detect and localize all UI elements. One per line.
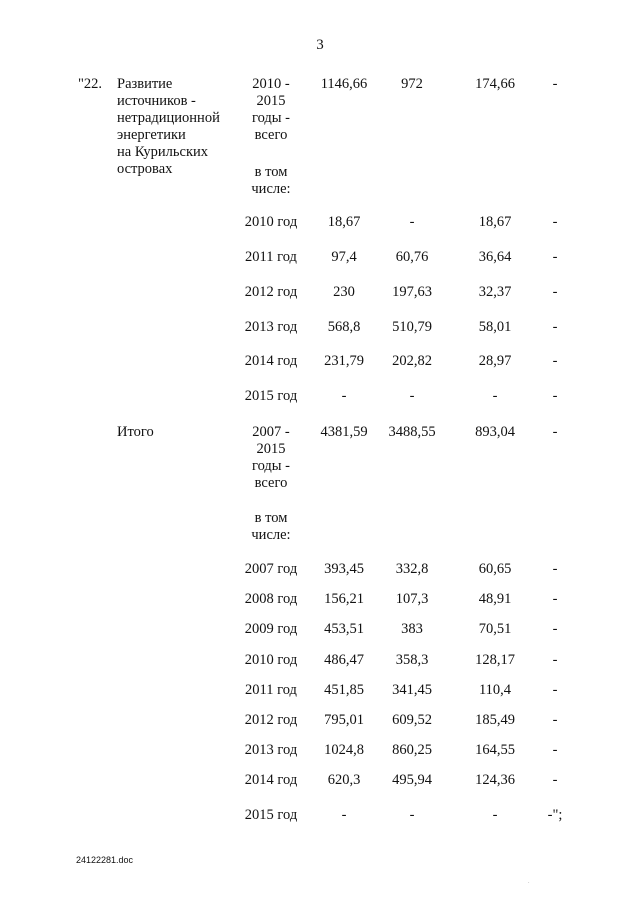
year-other: -"; xyxy=(547,807,563,823)
year-label: 2015 год xyxy=(244,807,298,823)
period-line: 2010 - xyxy=(252,76,290,92)
year-regional: 32,37 xyxy=(478,284,512,300)
itogo-including xyxy=(236,510,306,544)
item-number: "22. xyxy=(78,76,103,92)
period-line: годы - xyxy=(252,110,290,126)
year-other: - xyxy=(552,284,558,300)
item-federal-cell: 972 xyxy=(401,76,423,92)
item-period xyxy=(236,76,306,144)
year-regional: 48,91 xyxy=(478,591,512,607)
item-other-cell: - xyxy=(552,76,558,92)
year-total: - xyxy=(341,388,347,404)
year-other: - xyxy=(552,561,558,577)
item-regional-cell: 174,66 xyxy=(475,76,515,92)
year-federal: 495,94 xyxy=(392,772,432,788)
itogo-label: Итого xyxy=(117,424,154,440)
year-label: 2007 год xyxy=(244,561,298,577)
year-federal: - xyxy=(409,388,415,404)
year-other: - xyxy=(552,712,558,728)
item-name-line: нетрадиционной xyxy=(117,110,220,126)
year-other: - xyxy=(552,319,558,335)
year-total: 393,45 xyxy=(324,561,364,577)
period-line: 2015 xyxy=(256,441,286,457)
year-total: 156,21 xyxy=(324,591,364,607)
year-label: 2011 год xyxy=(245,682,297,698)
year-other: - xyxy=(552,742,558,758)
year-regional: 18,67 xyxy=(478,214,512,230)
year-label: 2012 год xyxy=(244,712,298,728)
year-other: - xyxy=(552,772,558,788)
item-including xyxy=(236,164,306,198)
year-regional: 110,4 xyxy=(478,682,512,698)
year-federal: - xyxy=(409,214,415,230)
year-total: 231,79 xyxy=(324,353,364,369)
year-total: 451,85 xyxy=(324,682,364,698)
footer-doc-code: 24122281.doc xyxy=(76,855,134,865)
year-regional: 124,36 xyxy=(475,772,515,788)
year-regional: 128,17 xyxy=(475,652,515,668)
year-other: - xyxy=(552,388,558,404)
year-other: - xyxy=(552,652,558,668)
year-label: 2013 год xyxy=(244,319,298,335)
itogo-period xyxy=(236,424,306,492)
year-label: 2010 год xyxy=(244,652,298,668)
year-total: 620,3 xyxy=(327,772,361,788)
period-line: 2007 - xyxy=(252,424,290,440)
year-other: - xyxy=(552,353,558,369)
year-other: - xyxy=(552,591,558,607)
including-line: в том xyxy=(254,164,288,180)
year-federal: 107,3 xyxy=(395,591,429,607)
year-federal: 60,76 xyxy=(395,249,429,265)
year-regional: 36,64 xyxy=(478,249,512,265)
year-federal: 197,63 xyxy=(392,284,432,300)
year-other: - xyxy=(552,621,558,637)
item-name-line: на Курильских xyxy=(117,144,209,160)
item-name-line: источников - xyxy=(117,93,196,109)
year-federal: 202,82 xyxy=(392,353,432,369)
year-regional: 70,51 xyxy=(478,621,512,637)
itogo-regional-cell: 893,04 xyxy=(475,424,515,440)
period-line: 2015 xyxy=(256,93,286,109)
year-federal: 358,3 xyxy=(395,652,429,668)
scan-dot: . xyxy=(528,879,530,885)
year-total: 1024,8 xyxy=(324,742,364,758)
year-federal: - xyxy=(409,807,415,823)
period-line: всего xyxy=(254,127,288,143)
year-other: - xyxy=(552,214,558,230)
year-total: - xyxy=(341,807,347,823)
year-total: 230 xyxy=(333,284,355,300)
year-total: 568,8 xyxy=(327,319,361,335)
year-regional: 164,55 xyxy=(475,742,515,758)
year-total: 453,51 xyxy=(324,621,364,637)
year-regional: 28,97 xyxy=(478,353,512,369)
year-label: 2011 год xyxy=(245,249,297,265)
year-label: 2013 год xyxy=(244,742,298,758)
item-name-line: островах xyxy=(117,161,173,177)
year-federal: 609,52 xyxy=(392,712,432,728)
year-regional: 58,01 xyxy=(478,319,512,335)
item-name xyxy=(117,76,220,178)
year-regional: - xyxy=(492,388,498,404)
item-name-line: Развитие xyxy=(117,76,173,92)
year-label: 2014 год xyxy=(244,353,298,369)
page-number: 3 xyxy=(316,37,324,53)
year-label: 2014 год xyxy=(244,772,298,788)
year-total: 97,4 xyxy=(331,249,357,265)
itogo-total-cell: 4381,59 xyxy=(320,424,368,440)
including-line: числе: xyxy=(251,527,291,543)
year-regional: 60,65 xyxy=(478,561,512,577)
year-total: 18,67 xyxy=(327,214,361,230)
year-federal: 383 xyxy=(401,621,423,637)
year-label: 2015 год xyxy=(244,388,298,404)
period-line: годы - xyxy=(252,458,290,474)
item-name-line: энергетики xyxy=(117,127,186,143)
year-total: 486,47 xyxy=(324,652,364,668)
including-line: числе: xyxy=(251,181,291,197)
year-federal: 332,8 xyxy=(395,561,429,577)
year-federal: 341,45 xyxy=(392,682,432,698)
itogo-federal-cell: 3488,55 xyxy=(388,424,436,440)
year-other: - xyxy=(552,682,558,698)
year-federal: 860,25 xyxy=(392,742,432,758)
year-total: 795,01 xyxy=(324,712,364,728)
year-label: 2008 год xyxy=(244,591,298,607)
item-total-cell: 1146,66 xyxy=(320,76,368,92)
year-label: 2009 год xyxy=(244,621,298,637)
year-federal: 510,79 xyxy=(392,319,432,335)
year-other: - xyxy=(552,249,558,265)
year-regional: - xyxy=(492,807,498,823)
year-regional: 185,49 xyxy=(475,712,515,728)
year-label: 2010 год xyxy=(244,214,298,230)
including-line: в том xyxy=(254,510,288,526)
period-line: всего xyxy=(254,475,288,491)
year-label: 2012 год xyxy=(244,284,298,300)
itogo-other-cell: - xyxy=(552,424,558,440)
